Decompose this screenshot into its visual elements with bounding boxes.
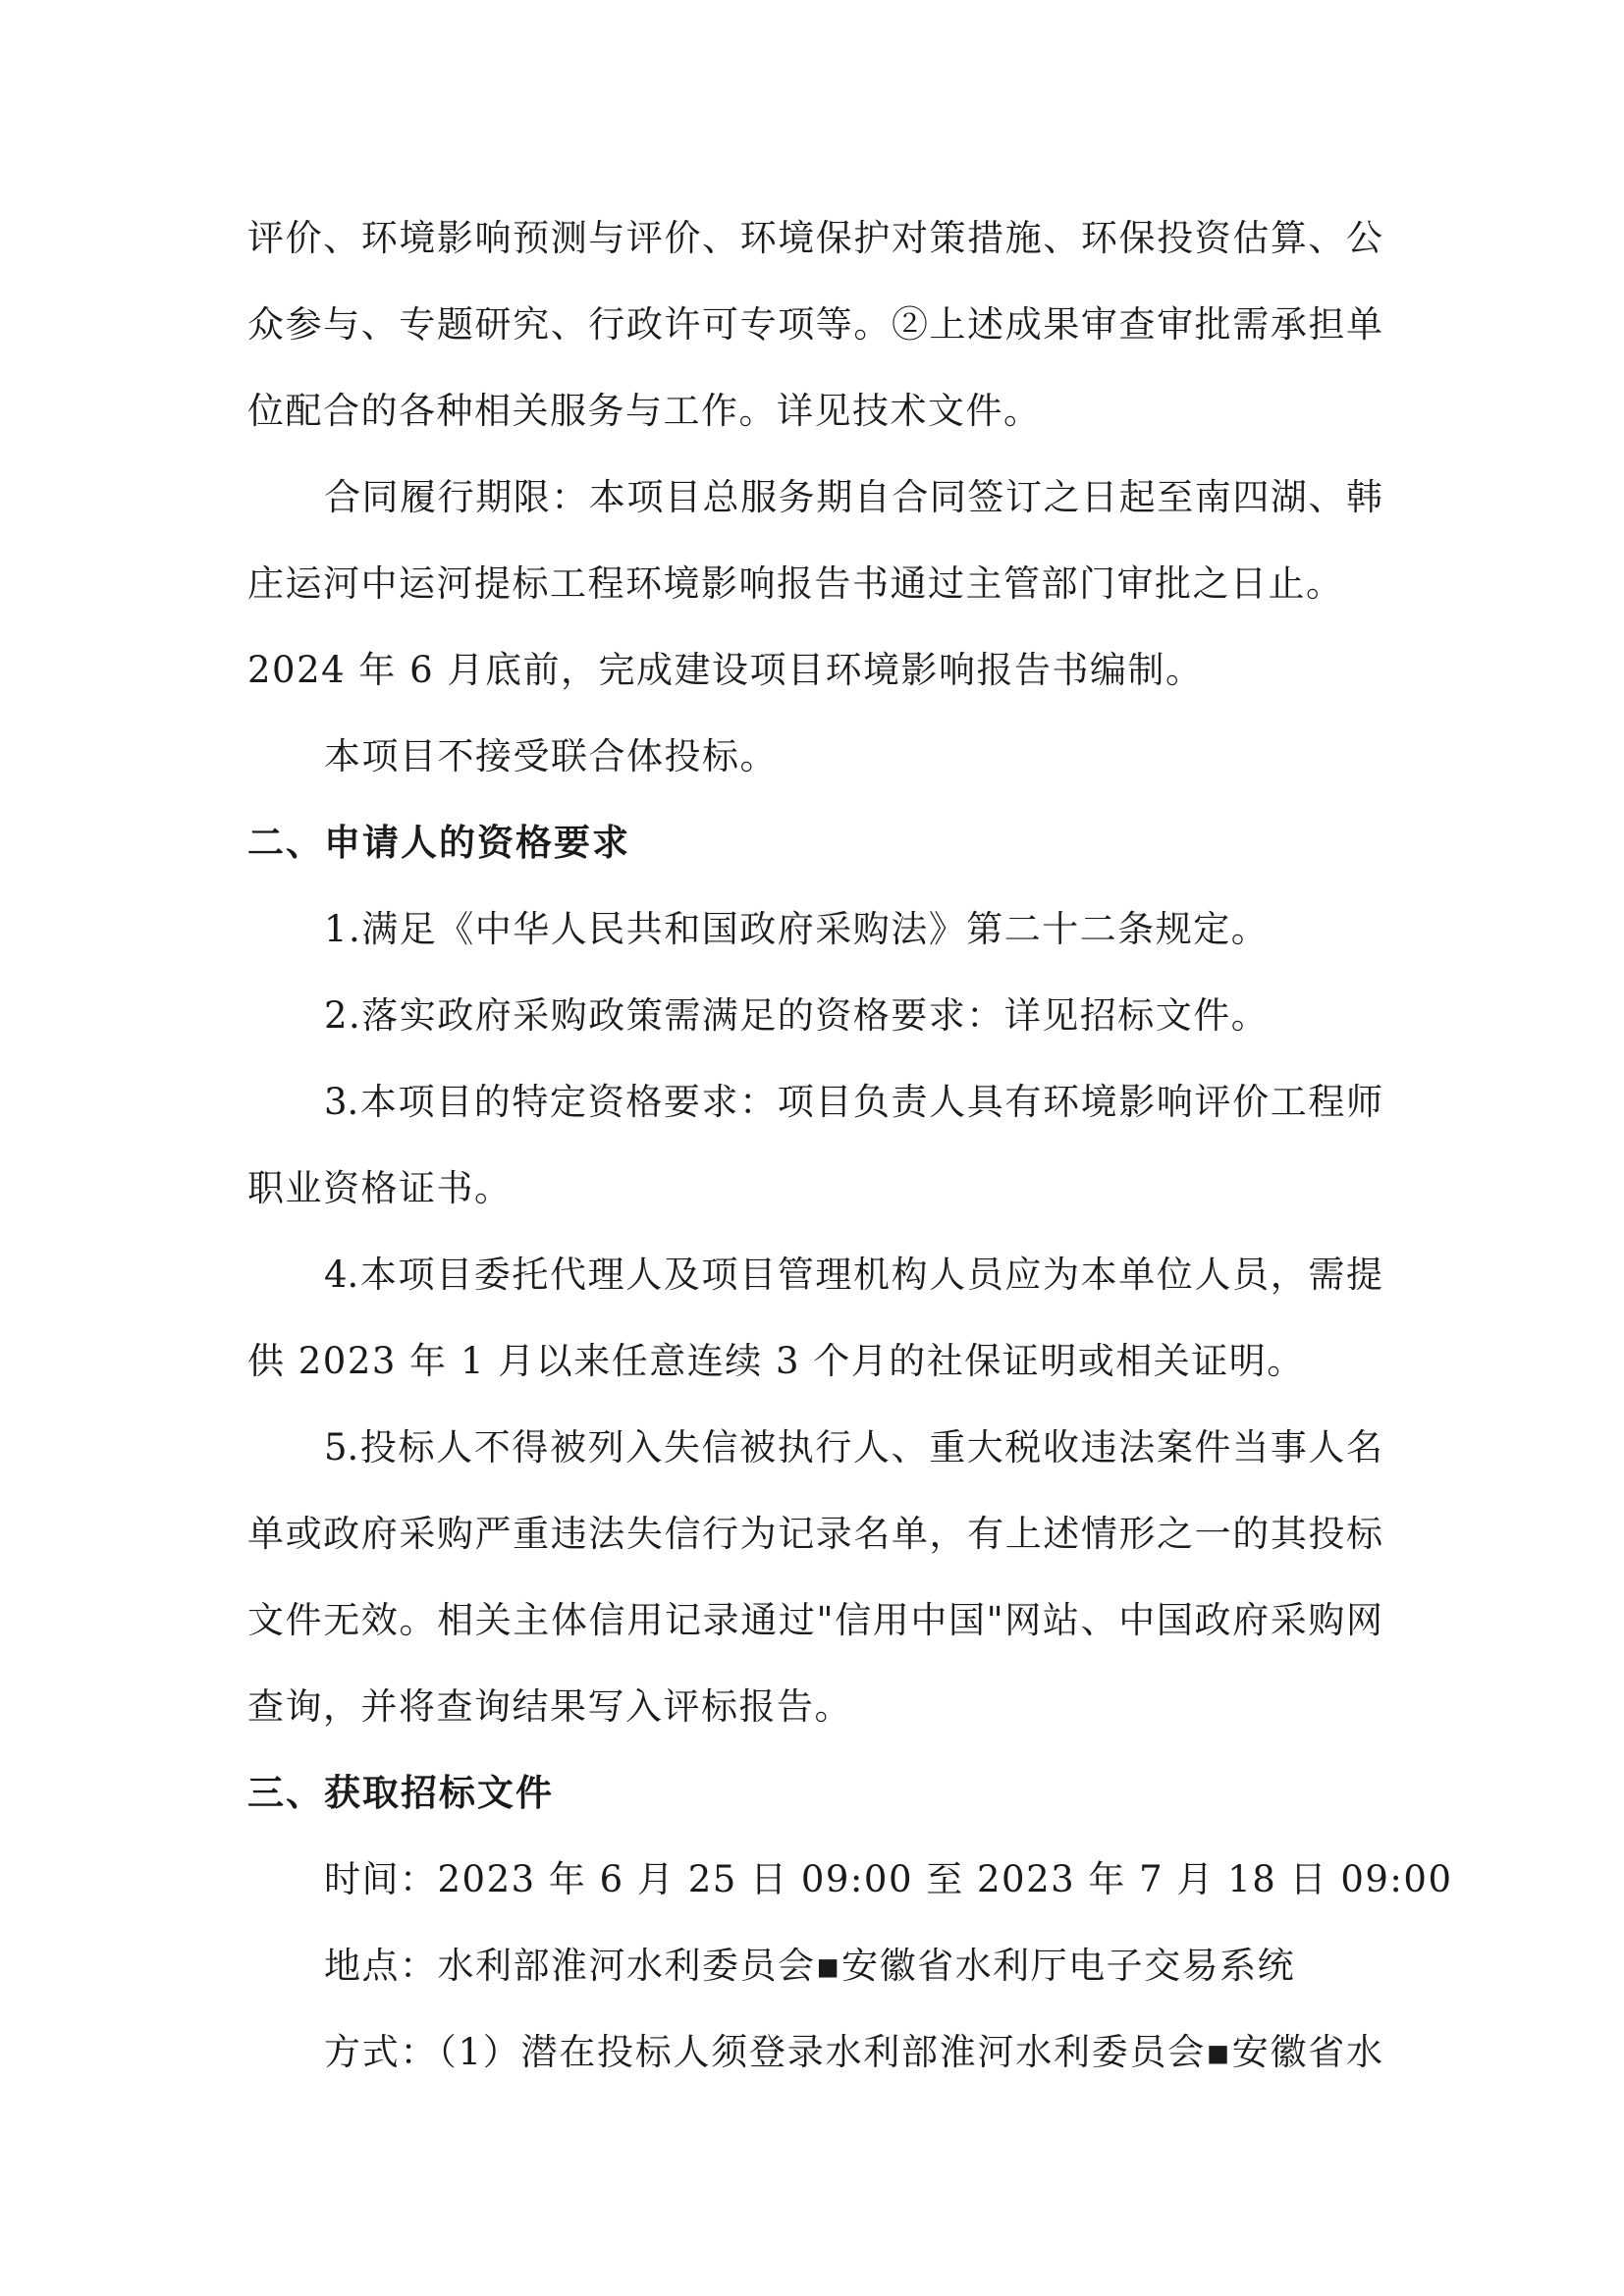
paragraph-line: 单或政府采购严重违法失信行为记录名单，有上述情形之一的其投标 [247,1513,1382,1555]
paragraph-line: 1.满足《中华人民共和国政府采购法》第二十二条规定。 [324,908,1270,950]
section-heading: 三、获取招标文件 [247,1772,554,1814]
paragraph-line: 供 2023 年 1 月以来任意连续 3 个月的社保证明或相关证明。 [247,1340,1305,1382]
paragraph-line: 4.本项目委托代理人及项目管理机构人员应为本单位人员，需提 [324,1254,1382,1296]
document-body [247,209,1453,2109]
paragraph-line: 本项目不接受联合体投标。 [324,735,778,777]
section-heading: 二、申请人的资格要求 [247,822,630,864]
paragraph-line: 合同履行期限：本项目总服务期自合同签订之日起至南四湖、韩 [324,476,1382,518]
paragraph-line: 查询，并将查询结果写入评标报告。 [247,1685,852,1728]
paragraph-line: 位配合的各种相关服务与工作。详见技术文件。 [247,390,1042,432]
paragraph-line: 时间：2023 年 6 月 25 日 09:00 至 2023 年 7 月 18 日 09:00 [324,1858,1453,1900]
paragraph-line: 文件无效。相关主体信用记录通过"信用中国"网站、中国政府采购网 [247,1599,1382,1641]
paragraph-line: 地点：水利部淮河水利委员会▪安徽省水利厅电子交易系统 [324,1945,1296,1987]
paragraph-line: 庄运河中运河提标工程环境影响报告书通过主管部门审批之日止。 [247,562,1344,605]
paragraph-line: 3.本项目的特定资格要求：项目负责人具有环境影响评价工程师 [324,1081,1382,1123]
paragraph-line: 方式：（1）潜在投标人须登录水利部淮河水利委员会▪安徽省水 [324,2031,1382,2073]
paragraph-line: 5.投标人不得被列入失信被执行人、重大税收违法案件当事人名 [324,1426,1382,1468]
paragraph-line: 众参与、专题研究、行政许可专项等。②上述成果审查审批需承担单 [247,303,1382,346]
paragraph-line: 2024 年 6 月底前，完成建设项目环境影响报告书编制。 [247,649,1204,691]
paragraph-line: 2.落实政府采购政策需满足的资格要求：详见招标文件。 [324,994,1270,1037]
paragraph-line: 评价、环境影响预测与评价、环境保护对策措施、环保投资估算、公 [247,217,1382,259]
paragraph-line: 职业资格证书。 [247,1167,513,1209]
